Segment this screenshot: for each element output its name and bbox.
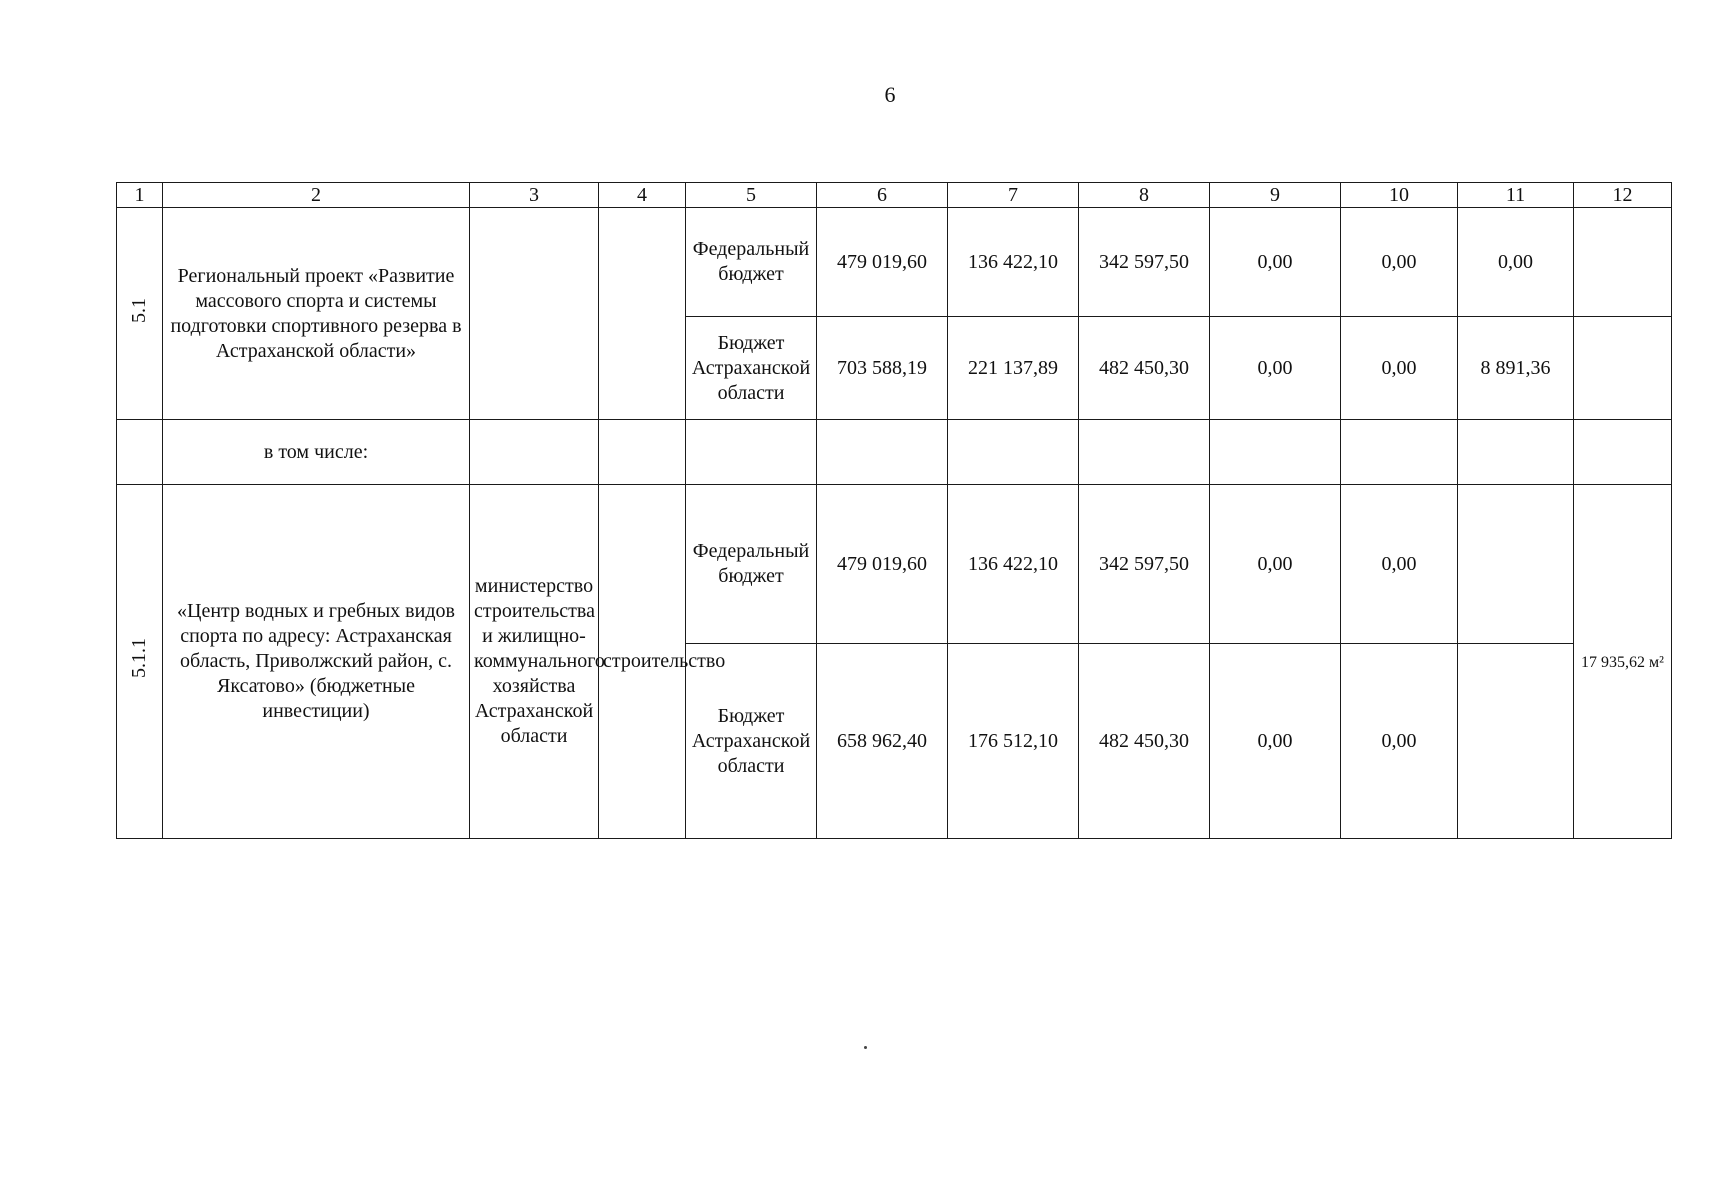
value-cell: 658 962,40 (817, 644, 948, 839)
funding-source: Федеральный бюджет (686, 208, 817, 317)
row-code: 5.1 (128, 297, 150, 323)
value-cell: 0,00 (1341, 644, 1458, 839)
capacity-value: 17 935,62 м² (1581, 654, 1664, 671)
row-code: 5.1.1 (128, 638, 150, 678)
empty-cell (948, 420, 1079, 485)
funding-source: Федеральный бюджет (686, 485, 817, 644)
capacity-cell (1574, 317, 1672, 420)
value-cell: 136 422,10 (948, 208, 1079, 317)
column-number: 11 (1458, 183, 1574, 208)
including-label: в том числе: (163, 420, 470, 485)
value-cell: 482 450,30 (1079, 317, 1210, 420)
value-cell: 479 019,60 (817, 485, 948, 644)
value-cell: 176 512,10 (948, 644, 1079, 839)
table-row (117, 208, 1672, 317)
column-number: 7 (948, 183, 1079, 208)
value-cell: 136 422,10 (948, 485, 1079, 644)
value-cell: 703 588,19 (817, 317, 948, 420)
row-code-cell (117, 485, 163, 839)
value-cell: 342 597,50 (1079, 208, 1210, 317)
value-cell: 0,00 (1458, 208, 1574, 317)
table-row (117, 420, 1672, 485)
table-row (117, 485, 1672, 644)
column-number: 3 (470, 183, 599, 208)
funding-source: Бюджет Астраханской области (686, 644, 817, 839)
project-name-text: Региональный проект «Развитие массового спорта и системы подготовки спортивного резерва в Астраханской области» (170, 264, 462, 362)
value-cell: 482 450,30 (1079, 644, 1210, 839)
executor-text: министерство строительства и жилищно-коммунального хозяйства Астраханской области (474, 575, 605, 747)
capacity-cell (1574, 485, 1672, 839)
value-cell: 0,00 (1341, 317, 1458, 420)
value-cell (1458, 485, 1574, 644)
row-code-cell (117, 208, 163, 420)
project-name (163, 208, 470, 420)
value-cell: 221 137,89 (948, 317, 1079, 420)
column-number: 6 (817, 183, 948, 208)
column-number-row (117, 183, 1672, 208)
value-cell: 342 597,50 (1079, 485, 1210, 644)
page-number: 6 (884, 82, 896, 107)
column-number: 4 (599, 183, 686, 208)
value-cell: 0,00 (1210, 317, 1341, 420)
value-cell: 8 891,36 (1458, 317, 1574, 420)
empty-cell (470, 420, 599, 485)
value-cell: 0,00 (1210, 485, 1341, 644)
executor-cell (470, 485, 605, 839)
column-number: 2 (163, 183, 470, 208)
activity-cell (599, 208, 686, 420)
empty-cell (686, 420, 817, 485)
empty-cell (1574, 420, 1672, 485)
financing-table (116, 182, 1672, 839)
column-number: 10 (1341, 183, 1458, 208)
empty-cell (599, 420, 686, 485)
funding-source: Бюджет Астраханской области (686, 317, 817, 420)
value-cell: 0,00 (1341, 485, 1458, 644)
value-cell: 479 019,60 (817, 208, 948, 317)
column-number: 12 (1574, 183, 1672, 208)
activity-cell (599, 485, 726, 839)
executor-cell (470, 208, 599, 420)
column-number: 8 (1079, 183, 1210, 208)
empty-cell (1210, 420, 1341, 485)
column-number: 5 (686, 183, 817, 208)
column-number: 1 (117, 183, 163, 208)
value-cell: 0,00 (1210, 644, 1341, 839)
capacity-cell (1574, 208, 1672, 317)
activity-text: строительство (603, 650, 726, 672)
value-cell: 0,00 (1341, 208, 1458, 317)
scan-dot (864, 1046, 867, 1049)
empty-cell (1079, 420, 1210, 485)
object-name (163, 485, 470, 839)
empty-cell (1458, 420, 1574, 485)
empty-cell (117, 420, 163, 485)
value-cell: 0,00 (1210, 208, 1341, 317)
empty-cell (817, 420, 948, 485)
value-cell (1458, 644, 1574, 839)
empty-cell (1341, 420, 1458, 485)
column-number: 9 (1210, 183, 1341, 208)
object-name-text: «Центр водных и гребных видов спорта по адресу: Астраханская область, Приволжский район, с. Яксатово» (бюджетные инвестиции) (177, 600, 455, 722)
